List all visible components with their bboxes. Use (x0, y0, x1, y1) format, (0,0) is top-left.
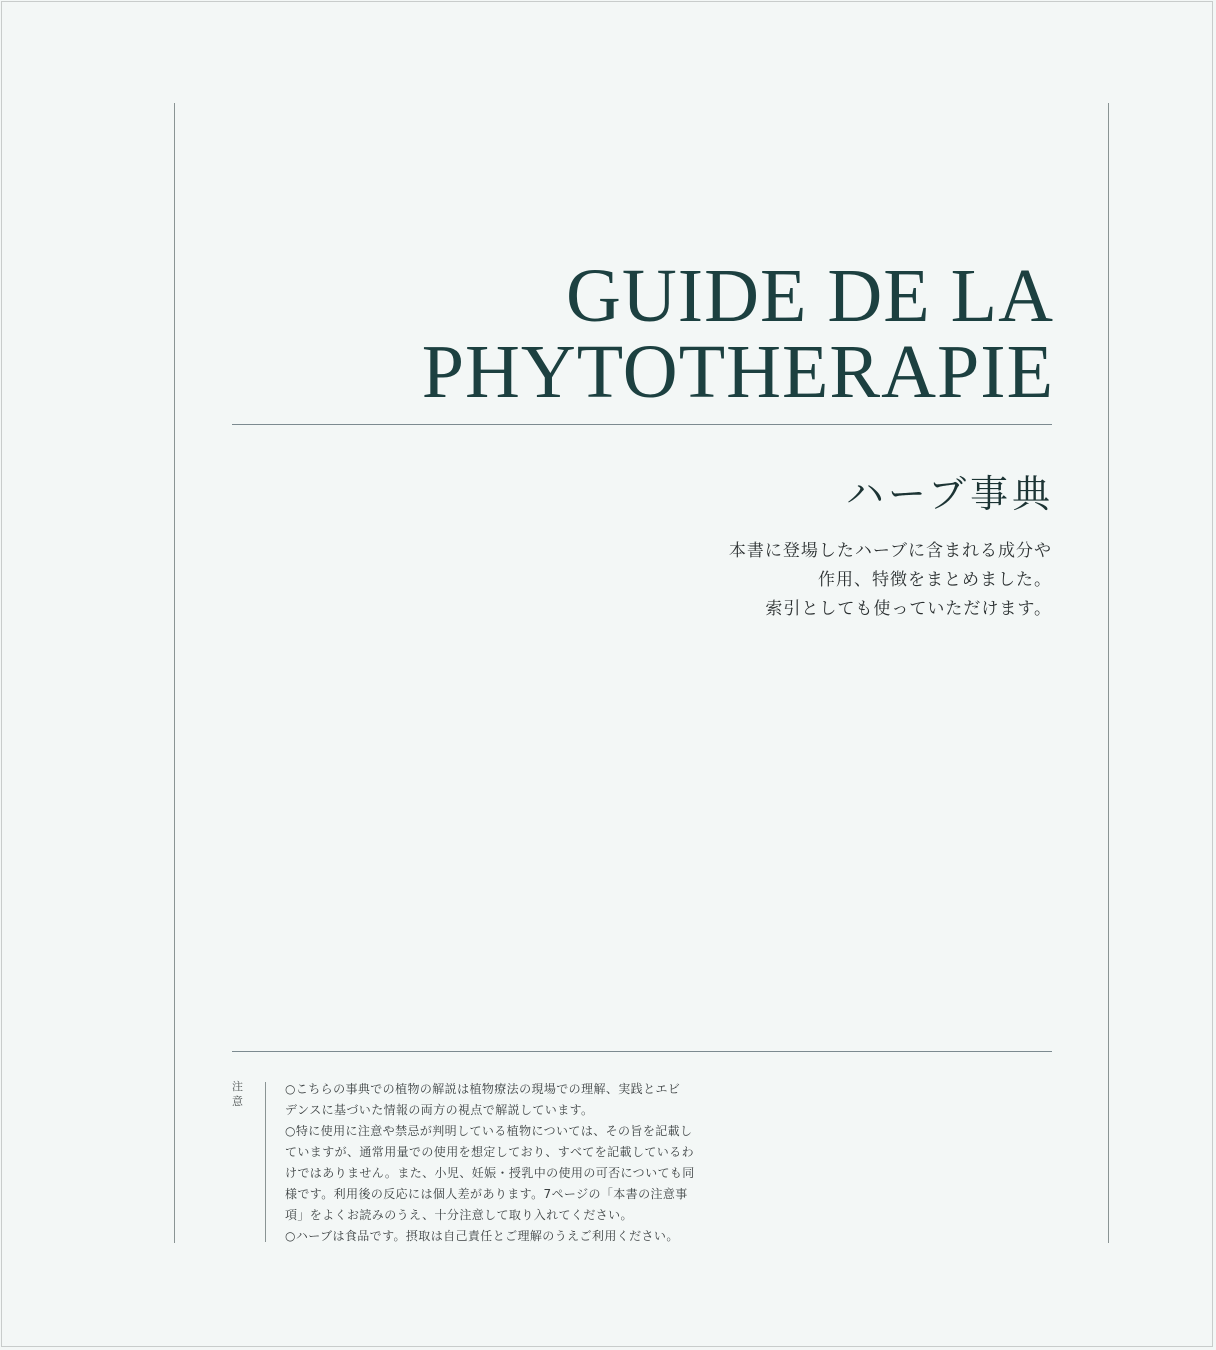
notes-line: ○ハーブは食品です。摂取は自己責任とご理解のうえご利用ください。 (285, 1229, 679, 1243)
page-title (421, 254, 1054, 414)
page-title-line-2: PHYTOTHERAPIE (421, 330, 1054, 414)
page-title-line-1: GUIDE DE LA (565, 254, 1054, 338)
notes-label-char: 意 (232, 1095, 243, 1108)
notes-label (232, 1079, 246, 1109)
notes-label-char: 注 (232, 1080, 243, 1093)
notes-line: 様です。利用後の反応には個人差があります。7ページの「本書の注意事 (285, 1187, 688, 1201)
notes-separator-line (265, 1082, 266, 1242)
notes-divider (232, 1051, 1052, 1052)
right-margin-line (1108, 103, 1109, 1243)
notes-line: デンスに基づいた情報の両方の視点で解説しています。 (285, 1103, 594, 1117)
notes-line: ていますが、通常用量での使用を想定しており、すべてを記載しているわ (285, 1145, 694, 1159)
left-margin-line (174, 103, 175, 1243)
description-line: 索引としても使っていただけます。 (765, 599, 1052, 619)
title-divider (232, 424, 1052, 425)
japanese-subtitle: ハーブ事典 (845, 472, 1054, 516)
notes-line: ○こちらの事典での植物の解説は植物療法の現場での理解、実践とエビ (285, 1082, 681, 1096)
description (729, 537, 1052, 624)
notes-line: ○特に使用に注意や禁忌が判明している植物については、その旨を記載し (285, 1124, 693, 1138)
description-line: 本書に登場したハーブに含まれる成分や (728, 541, 1052, 561)
notes-line: けではありません。また、小児、妊娠・授乳中の使用の可否についても同 (285, 1166, 695, 1180)
notes-line: 項」をよくお読みのうえ、十分注意して取り入れてください。 (285, 1208, 633, 1222)
description-line: 作用、特徴をまとめました。 (818, 570, 1052, 590)
notes-text (285, 1079, 735, 1247)
